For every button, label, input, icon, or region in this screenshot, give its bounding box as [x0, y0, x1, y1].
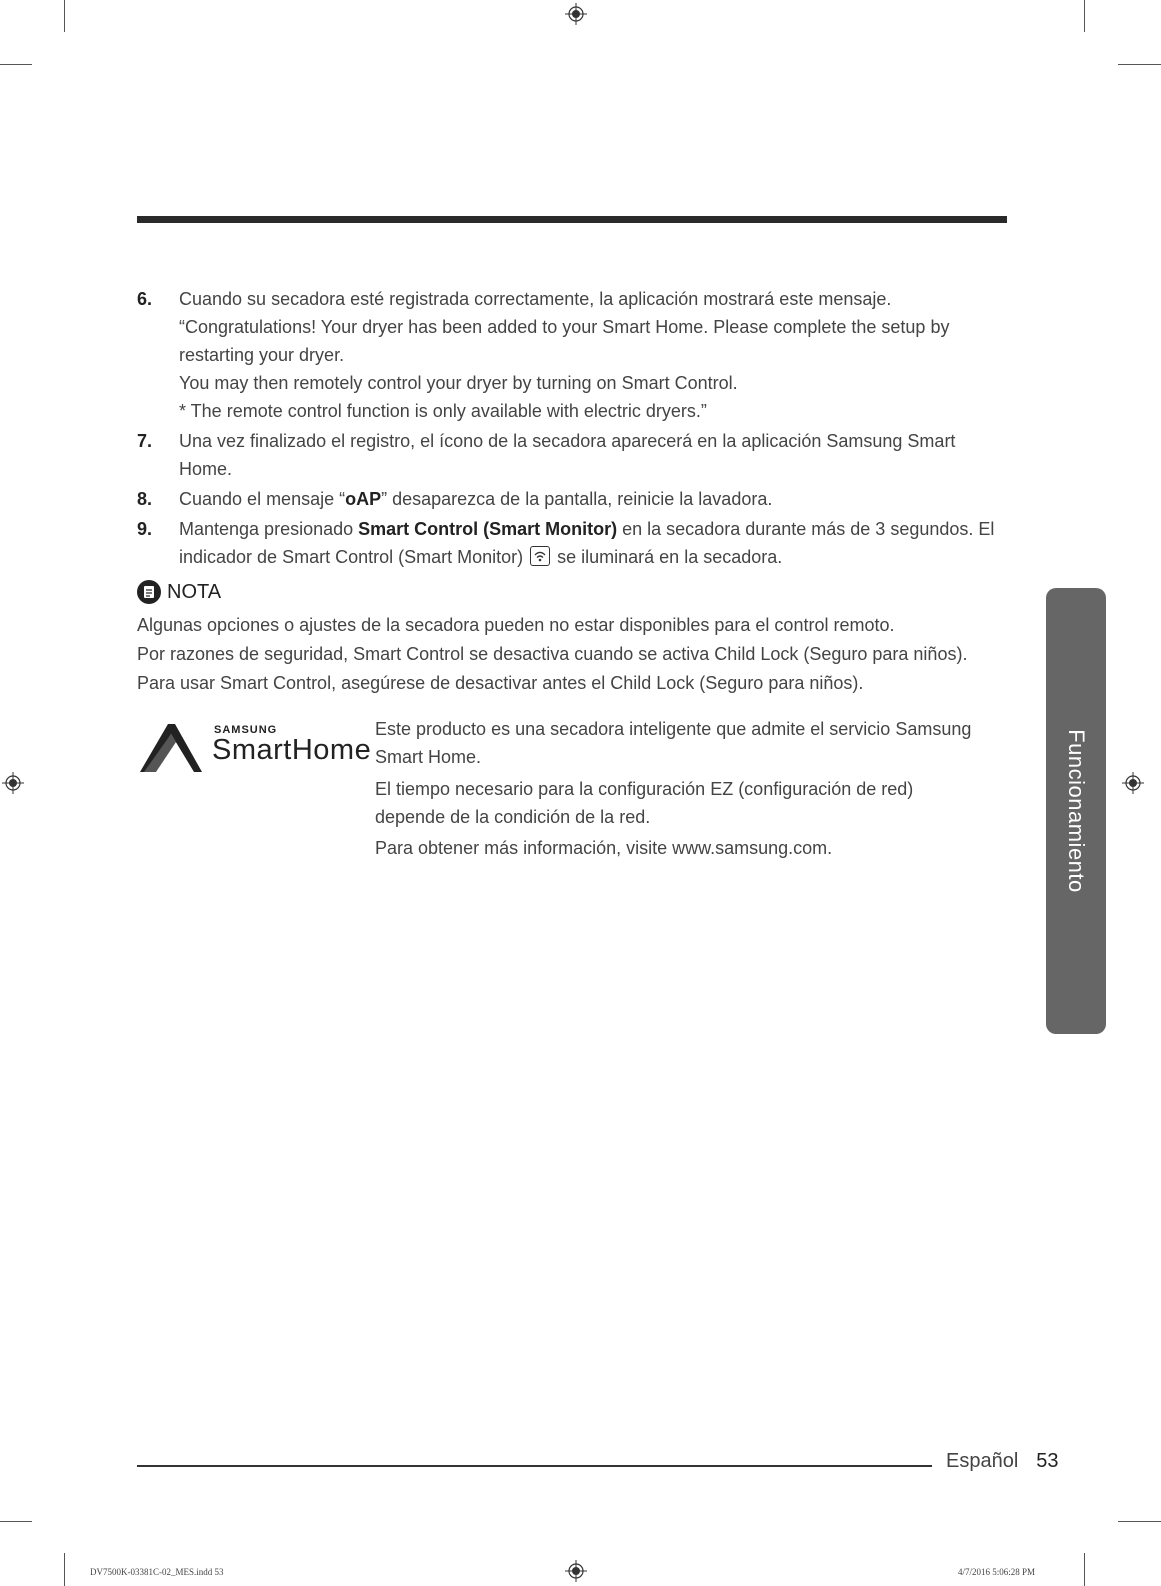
smarthome-logo [140, 722, 370, 778]
step-9 [137, 515, 1007, 571]
crop-mark [64, 1553, 65, 1586]
crop-mark [1084, 0, 1085, 32]
note-text: Por razones de seguridad, Smart Control se desactiva cuando se activa Child Lock (Seguro para niños). [137, 644, 968, 664]
smarthome-logo-icon [140, 722, 204, 774]
registration-mark-icon [565, 3, 587, 25]
step-text: Una vez finalizado el registro, el ícono de la secadora aparecerá en la aplicación Samsung Smart [179, 431, 956, 451]
registration-mark-icon [1122, 772, 1144, 794]
step-text: restarting your dryer. [179, 345, 345, 365]
info-text: El tiempo necesario para la configuración EZ (configuración de red) [375, 779, 914, 799]
info-text: Smart Home. [375, 747, 482, 767]
crop-mark [1118, 1521, 1161, 1522]
print-slug-datetime: 4/7/2016 5:06:28 PM [958, 1567, 1036, 1577]
step-7 [137, 427, 1007, 483]
header-rule [137, 216, 1007, 223]
step-number: 8. [137, 489, 153, 509]
info-text: depende de la condición de la red. [375, 807, 651, 827]
display-code: oAP [345, 489, 382, 509]
registration-mark-icon [2, 772, 24, 794]
note-icon [137, 580, 161, 604]
step-number: 9. [137, 519, 153, 539]
step-text: You may then remotely control your dryer by turning on Smart Control. [179, 373, 738, 393]
crop-mark [0, 64, 32, 65]
footer-language: Español [946, 1450, 1019, 1472]
registration-mark-icon [565, 1560, 587, 1582]
section-tab-label-wrap [1046, 588, 1106, 1034]
crop-mark [1118, 64, 1161, 65]
info-text: Para obtener más información, visite www.samsung.com. [375, 838, 833, 858]
crop-mark [64, 0, 65, 32]
step-6 [137, 285, 1007, 425]
step-text: “Congratulations! Your dryer has been added to your Smart Home. Please complete the setup by [179, 317, 950, 337]
step-number: 6. [137, 289, 153, 309]
page-number: 53 [1036, 1450, 1059, 1472]
step-text: Cuando el mensaje “ [179, 489, 346, 509]
step-number: 7. [137, 431, 153, 451]
step-text: Mantenga presionado [179, 519, 359, 539]
note-title: NOTA [167, 580, 222, 603]
button-name: Smart Control (Smart Monitor) [358, 519, 618, 539]
step-text: * The remote control function is only available with electric dryers.” [179, 401, 707, 421]
crop-mark [1084, 1553, 1085, 1586]
note-heading [137, 580, 221, 604]
info-text: Este producto es una secadora inteligente que admite el servicio Samsung [375, 719, 972, 739]
note-text: Para usar Smart Control, asegúrese de desactivar antes el Child Lock (Seguro para niños). [137, 673, 864, 693]
step-text: en la secadora durante más de 3 segundos. El [617, 519, 995, 539]
logo-product: SmartHome [212, 734, 372, 766]
step-text: indicador de Smart Control (Smart Monitor) [179, 547, 529, 567]
print-slug-file: DV7500K-03381C-02_MES.indd 53 [90, 1567, 224, 1577]
crop-mark [0, 1521, 32, 1522]
step-8 [137, 485, 1007, 513]
step-text: Home. [179, 459, 233, 479]
smart-control-icon [530, 546, 550, 566]
logo-brand: SAMSUNG [214, 724, 278, 736]
step-text: Cuando su secadora esté registrada correctamente, la aplicación mostrará este mensaje. [179, 289, 892, 309]
section-tab-label: Funcionamiento [1064, 729, 1090, 893]
footer [946, 1450, 1059, 1473]
note-text: Algunas opciones o ajustes de la secadora pueden no estar disponibles para el control remoto. [137, 615, 895, 635]
footer-rule [137, 1465, 932, 1467]
step-text: se iluminará en la secadora. [552, 547, 783, 567]
step-text: ” desaparezca de la pantalla, reinicie la lavadora. [381, 489, 773, 509]
